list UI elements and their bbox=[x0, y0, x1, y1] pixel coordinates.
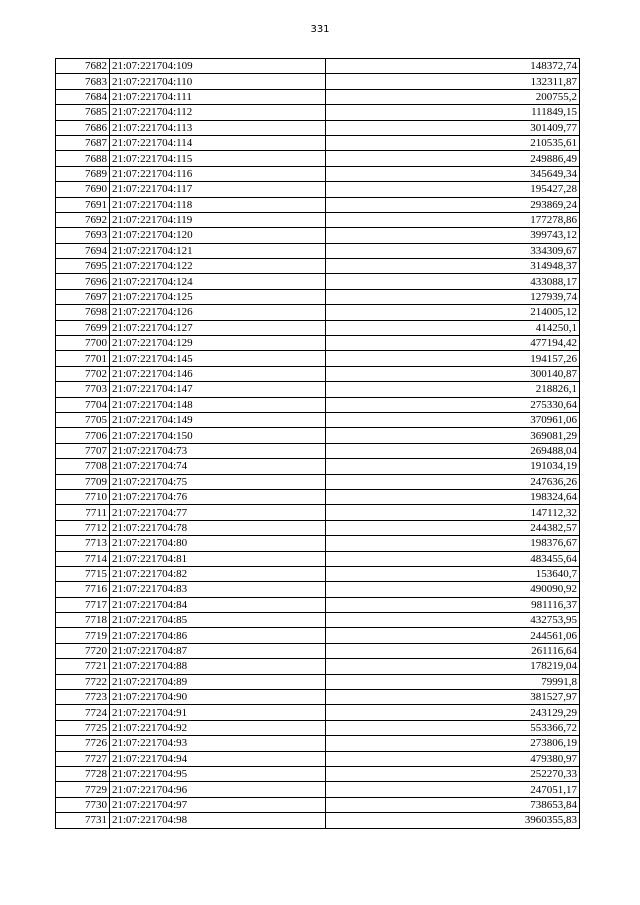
row-number: 7687 bbox=[56, 135, 110, 150]
table-row bbox=[56, 782, 580, 797]
table-body bbox=[56, 59, 580, 829]
cadastral-number: 21:07:221704:146 bbox=[110, 366, 326, 381]
row-number: 7700 bbox=[56, 336, 110, 351]
row-number: 7712 bbox=[56, 520, 110, 535]
table-row bbox=[56, 166, 580, 181]
cadastral-value: 247051,17 bbox=[326, 782, 580, 797]
table-row bbox=[56, 459, 580, 474]
cadastral-number: 21:07:221704:83 bbox=[110, 582, 326, 597]
row-number: 7691 bbox=[56, 197, 110, 212]
cadastral-value: 381527,97 bbox=[326, 690, 580, 705]
cadastral-number: 21:07:221704:119 bbox=[110, 212, 326, 227]
cadastral-value: 275330,64 bbox=[326, 397, 580, 412]
row-number: 7719 bbox=[56, 628, 110, 643]
table-row bbox=[56, 551, 580, 566]
cadastral-number: 21:07:221704:77 bbox=[110, 505, 326, 520]
table-row bbox=[56, 720, 580, 735]
table-row bbox=[56, 566, 580, 581]
table-row bbox=[56, 74, 580, 89]
row-number: 7698 bbox=[56, 305, 110, 320]
cadastral-number: 21:07:221704:150 bbox=[110, 428, 326, 443]
cadastral-number: 21:07:221704:84 bbox=[110, 597, 326, 612]
cadastral-number: 21:07:221704:120 bbox=[110, 228, 326, 243]
cadastral-value: 178219,04 bbox=[326, 659, 580, 674]
cadastral-number: 21:07:221704:121 bbox=[110, 243, 326, 258]
cadastral-number: 21:07:221704:116 bbox=[110, 166, 326, 181]
cadastral-value: 210535,61 bbox=[326, 135, 580, 150]
cadastral-value: 194157,26 bbox=[326, 351, 580, 366]
cadastral-value: 490090,92 bbox=[326, 582, 580, 597]
cadastral-value: 177278,86 bbox=[326, 212, 580, 227]
row-number: 7726 bbox=[56, 736, 110, 751]
table-row bbox=[56, 243, 580, 258]
cadastral-value: 249886,49 bbox=[326, 151, 580, 166]
cadastral-number: 21:07:221704:92 bbox=[110, 720, 326, 735]
row-number: 7727 bbox=[56, 751, 110, 766]
row-number: 7694 bbox=[56, 243, 110, 258]
cadastral-number: 21:07:221704:76 bbox=[110, 489, 326, 504]
cadastral-value: 244561,06 bbox=[326, 628, 580, 643]
row-number: 7682 bbox=[56, 59, 110, 74]
cadastral-number: 21:07:221704:115 bbox=[110, 151, 326, 166]
cadastral-value: 334309,67 bbox=[326, 243, 580, 258]
row-number: 7704 bbox=[56, 397, 110, 412]
table-row bbox=[56, 151, 580, 166]
table-row bbox=[56, 613, 580, 628]
cadastral-value: 345649,34 bbox=[326, 166, 580, 181]
row-number: 7731 bbox=[56, 813, 110, 828]
table-row bbox=[56, 397, 580, 412]
cadastral-number: 21:07:221704:89 bbox=[110, 674, 326, 689]
row-number: 7711 bbox=[56, 505, 110, 520]
cadastral-number: 21:07:221704:113 bbox=[110, 120, 326, 135]
row-number: 7723 bbox=[56, 690, 110, 705]
cadastral-value: 273806,19 bbox=[326, 736, 580, 751]
table-row bbox=[56, 135, 580, 150]
cadastral-value: 301409,77 bbox=[326, 120, 580, 135]
cadastral-number: 21:07:221704:75 bbox=[110, 474, 326, 489]
row-number: 7725 bbox=[56, 720, 110, 735]
table-row bbox=[56, 659, 580, 674]
row-number: 7690 bbox=[56, 182, 110, 197]
cadastral-number: 21:07:221704:127 bbox=[110, 320, 326, 335]
cadastral-number: 21:07:221704:87 bbox=[110, 643, 326, 658]
cadastral-value: 127939,74 bbox=[326, 289, 580, 304]
table-row bbox=[56, 582, 580, 597]
cadastral-number: 21:07:221704:78 bbox=[110, 520, 326, 535]
cadastral-number: 21:07:221704:129 bbox=[110, 336, 326, 351]
cadastral-value: 432753,95 bbox=[326, 613, 580, 628]
table-row bbox=[56, 797, 580, 812]
cadastral-number: 21:07:221704:86 bbox=[110, 628, 326, 643]
table-row bbox=[56, 736, 580, 751]
cadastral-value: 269488,04 bbox=[326, 443, 580, 458]
cadastral-number: 21:07:221704:149 bbox=[110, 412, 326, 427]
table-row bbox=[56, 443, 580, 458]
row-number: 7722 bbox=[56, 674, 110, 689]
cadastral-number: 21:07:221704:122 bbox=[110, 259, 326, 274]
table-row bbox=[56, 520, 580, 535]
cadastral-number: 21:07:221704:98 bbox=[110, 813, 326, 828]
table-row bbox=[56, 259, 580, 274]
row-number: 7715 bbox=[56, 566, 110, 581]
cadastral-number: 21:07:221704:126 bbox=[110, 305, 326, 320]
cadastral-value: 198376,67 bbox=[326, 536, 580, 551]
row-number: 7706 bbox=[56, 428, 110, 443]
cadastral-value: 244382,57 bbox=[326, 520, 580, 535]
cadastral-value: 738653,84 bbox=[326, 797, 580, 812]
cadastral-value: 111849,15 bbox=[326, 105, 580, 120]
cadastral-number: 21:07:221704:147 bbox=[110, 382, 326, 397]
cadastral-number: 21:07:221704:148 bbox=[110, 397, 326, 412]
row-number: 7699 bbox=[56, 320, 110, 335]
row-number: 7717 bbox=[56, 597, 110, 612]
cadastral-number: 21:07:221704:81 bbox=[110, 551, 326, 566]
cadastral-number: 21:07:221704:82 bbox=[110, 566, 326, 581]
table-row bbox=[56, 105, 580, 120]
cadastral-value: 483455,64 bbox=[326, 551, 580, 566]
row-number: 7703 bbox=[56, 382, 110, 397]
cadastral-value: 369081,29 bbox=[326, 428, 580, 443]
row-number: 7710 bbox=[56, 489, 110, 504]
cadastral-value: 3960355,83 bbox=[326, 813, 580, 828]
cadastral-number: 21:07:221704:96 bbox=[110, 782, 326, 797]
cadastral-number: 21:07:221704:93 bbox=[110, 736, 326, 751]
table-row bbox=[56, 597, 580, 612]
cadastral-value: 300140,87 bbox=[326, 366, 580, 381]
cadastral-value: 252270,33 bbox=[326, 766, 580, 781]
table-row bbox=[56, 489, 580, 504]
row-number: 7708 bbox=[56, 459, 110, 474]
cadastral-value: 79991,8 bbox=[326, 674, 580, 689]
row-number: 7696 bbox=[56, 274, 110, 289]
table-row bbox=[56, 705, 580, 720]
table-row bbox=[56, 366, 580, 381]
row-number: 7686 bbox=[56, 120, 110, 135]
row-number: 7685 bbox=[56, 105, 110, 120]
cadastral-value: 218826,1 bbox=[326, 382, 580, 397]
table-row bbox=[56, 382, 580, 397]
cadastral-value: 414250,1 bbox=[326, 320, 580, 335]
table-row bbox=[56, 505, 580, 520]
cadastral-number: 21:07:221704:74 bbox=[110, 459, 326, 474]
cadastral-number: 21:07:221704:73 bbox=[110, 443, 326, 458]
row-number: 7716 bbox=[56, 582, 110, 597]
row-number: 7730 bbox=[56, 797, 110, 812]
row-number: 7729 bbox=[56, 782, 110, 797]
cadastral-value: 314948,37 bbox=[326, 259, 580, 274]
row-number: 7697 bbox=[56, 289, 110, 304]
cadastral-value: 243129,29 bbox=[326, 705, 580, 720]
row-number: 7692 bbox=[56, 212, 110, 227]
table-row bbox=[56, 690, 580, 705]
table-row bbox=[56, 813, 580, 828]
cadastral-value: 981116,37 bbox=[326, 597, 580, 612]
cadastral-value: 477194,42 bbox=[326, 336, 580, 351]
cadastral-number: 21:07:221704:97 bbox=[110, 797, 326, 812]
cadastral-value: 479380,97 bbox=[326, 751, 580, 766]
table-row bbox=[56, 89, 580, 104]
cadastral-number: 21:07:221704:109 bbox=[110, 59, 326, 74]
table-row bbox=[56, 289, 580, 304]
row-number: 7707 bbox=[56, 443, 110, 458]
table-row bbox=[56, 336, 580, 351]
table-row bbox=[56, 197, 580, 212]
row-number: 7683 bbox=[56, 74, 110, 89]
cadastral-value: 148372,74 bbox=[326, 59, 580, 74]
table-row bbox=[56, 674, 580, 689]
row-number: 7701 bbox=[56, 351, 110, 366]
cadastral-number: 21:07:221704:95 bbox=[110, 766, 326, 781]
row-number: 7721 bbox=[56, 659, 110, 674]
table-row bbox=[56, 182, 580, 197]
table-row bbox=[56, 643, 580, 658]
cadastral-value: 200755,2 bbox=[326, 89, 580, 104]
table-row bbox=[56, 536, 580, 551]
cadastral-value: 293869,24 bbox=[326, 197, 580, 212]
cadastral-value: 153640,7 bbox=[326, 566, 580, 581]
cadastral-value: 247636,26 bbox=[326, 474, 580, 489]
row-number: 7693 bbox=[56, 228, 110, 243]
cadastral-number: 21:07:221704:80 bbox=[110, 536, 326, 551]
cadastral-number: 21:07:221704:88 bbox=[110, 659, 326, 674]
table-row bbox=[56, 274, 580, 289]
cadastral-number: 21:07:221704:118 bbox=[110, 197, 326, 212]
cadastral-value: 147112,32 bbox=[326, 505, 580, 520]
cadastral-number: 21:07:221704:125 bbox=[110, 289, 326, 304]
row-number: 7695 bbox=[56, 259, 110, 274]
cadastral-number: 21:07:221704:117 bbox=[110, 182, 326, 197]
page-number: 331 bbox=[310, 24, 330, 35]
row-number: 7713 bbox=[56, 536, 110, 551]
cadastral-number: 21:07:221704:90 bbox=[110, 690, 326, 705]
cadastral-number: 21:07:221704:85 bbox=[110, 613, 326, 628]
cadastral-value-table bbox=[55, 58, 580, 829]
table-row bbox=[56, 412, 580, 427]
table-row bbox=[56, 228, 580, 243]
cadastral-number: 21:07:221704:91 bbox=[110, 705, 326, 720]
table-row bbox=[56, 305, 580, 320]
cadastral-number: 21:07:221704:110 bbox=[110, 74, 326, 89]
table-row bbox=[56, 474, 580, 489]
table-row bbox=[56, 628, 580, 643]
cadastral-number: 21:07:221704:112 bbox=[110, 105, 326, 120]
cadastral-number: 21:07:221704:111 bbox=[110, 89, 326, 104]
cadastral-value: 399743,12 bbox=[326, 228, 580, 243]
row-number: 7702 bbox=[56, 366, 110, 381]
cadastral-value: 433088,17 bbox=[326, 274, 580, 289]
row-number: 7684 bbox=[56, 89, 110, 104]
cadastral-number: 21:07:221704:94 bbox=[110, 751, 326, 766]
table-row bbox=[56, 766, 580, 781]
row-number: 7724 bbox=[56, 705, 110, 720]
table-row bbox=[56, 120, 580, 135]
table-row bbox=[56, 212, 580, 227]
row-number: 7718 bbox=[56, 613, 110, 628]
table-row bbox=[56, 59, 580, 74]
table-row bbox=[56, 351, 580, 366]
table-row bbox=[56, 751, 580, 766]
row-number: 7689 bbox=[56, 166, 110, 181]
cadastral-number: 21:07:221704:145 bbox=[110, 351, 326, 366]
cadastral-value: 261116,64 bbox=[326, 643, 580, 658]
cadastral-number: 21:07:221704:124 bbox=[110, 274, 326, 289]
cadastral-value: 132311,87 bbox=[326, 74, 580, 89]
row-number: 7705 bbox=[56, 412, 110, 427]
cadastral-value: 195427,28 bbox=[326, 182, 580, 197]
cadastral-value: 198324,64 bbox=[326, 489, 580, 504]
cadastral-number: 21:07:221704:114 bbox=[110, 135, 326, 150]
cadastral-value: 214005,12 bbox=[326, 305, 580, 320]
row-number: 7688 bbox=[56, 151, 110, 166]
cadastral-value: 553366,72 bbox=[326, 720, 580, 735]
row-number: 7720 bbox=[56, 643, 110, 658]
cadastral-value: 191034,19 bbox=[326, 459, 580, 474]
row-number: 7728 bbox=[56, 766, 110, 781]
row-number: 7709 bbox=[56, 474, 110, 489]
table-row bbox=[56, 428, 580, 443]
cadastral-value: 370961,06 bbox=[326, 412, 580, 427]
row-number: 7714 bbox=[56, 551, 110, 566]
table-row bbox=[56, 320, 580, 335]
